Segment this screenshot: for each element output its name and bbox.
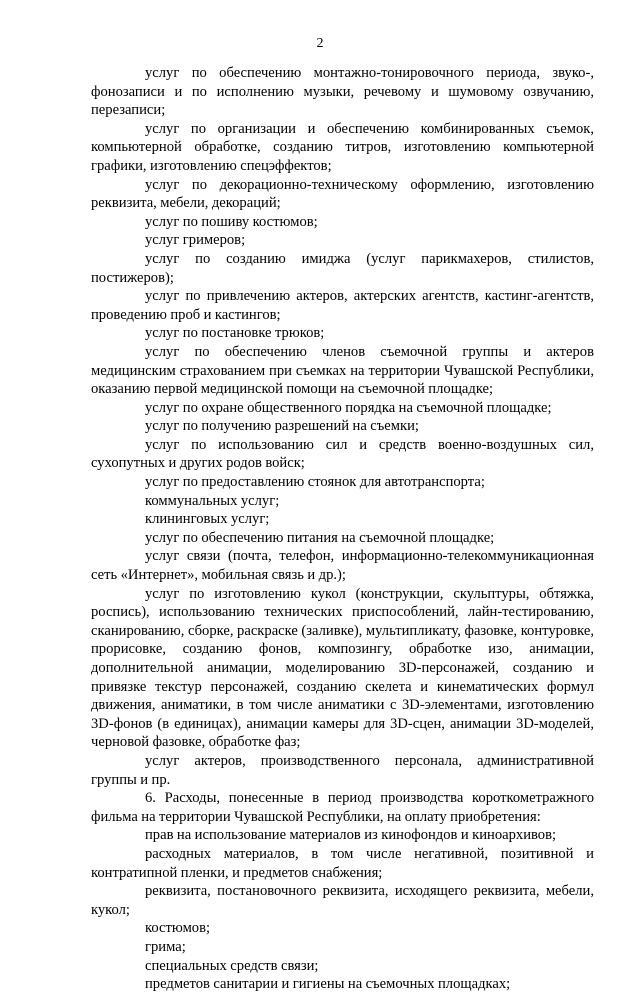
- paragraph: услуг по созданию имиджа (услуг парикмахеров, стилистов, постижеров);: [91, 250, 594, 286]
- paragraph: услуг по предоставлению стоянок для автотранспорта;: [145, 474, 485, 491]
- paragraph: услуг по получению разрешений на съемки;: [145, 418, 419, 435]
- paragraph: прав на использование материалов из кинофондов и киноархивов;: [145, 827, 557, 844]
- paragraph: услуг гримеров;: [145, 232, 246, 249]
- paragraph: услуг по декорационно-техническому оформлению, изготовлению реквизита, мебели, декораций;: [91, 176, 594, 212]
- paragraph: услуг по охране общественного порядка на съемочной площадке;: [145, 399, 552, 416]
- paragraph: реквизита, постановочного реквизита, исходящего реквизита, мебели, кукол;: [91, 883, 594, 918]
- paragraph: услуг по привлечению актеров, актерских агентств, кастинг-агентств, проведению проб и кастингов;: [91, 288, 594, 323]
- paragraph: услуг по постановке трюков;: [145, 325, 325, 342]
- paragraph: специальных средств связи;: [145, 957, 319, 974]
- paragraph: услуг по пошиву костюмов;: [145, 213, 318, 230]
- paragraph: услуг по использованию сил и средств военно-воздушных сил, сухопутных и других родов войск;: [91, 436, 594, 472]
- paragraph: коммунальных услуг;: [145, 492, 280, 509]
- paragraph: услуг актеров, производственного персонала, административной группы и пр.: [91, 752, 594, 788]
- paragraph: услуг связи (почта, телефон, информационно-телекоммуникационная сеть «Интернет», мобильная связь и др.);: [91, 548, 594, 584]
- paragraph: услуг по обеспечению членов съемочной группы и актеров медицинским страхованием при съемках на территории Чувашской Республики, оказанию первой медицинской помощи на съемочной площадке;: [91, 343, 594, 398]
- paragraph: грима;: [145, 938, 186, 955]
- paragraph: расходных материалов, в том числе негативной, позитивной и контратипной пленки, и предметов снабжения;: [91, 845, 594, 881]
- paragraph: услуг по обеспечению питания на съемочной площадке;: [145, 529, 495, 546]
- paragraph: услуг по изготовлению кукол (конструкции, скульптуры, обтяжка, роспись), использованию технических приспособлений, лайн-тестированию, сканированию, сборке, раскраске (заливке), мультипликату, фазовке, контуровке, прорисовке, созданию фонов, композингу, обработке изо, анимации, дополнительной анимации, моделированию 3D-персонажей, созданию и привязке текстур персонажей, созданию скелета и кинематических формул движения, аниматики, в том числе аниматики с 3D-элементами, изготовлению 3D-фонов (в единицах), анимации камеры для 3D-сцен, анимации 3D-моделей, черновой фазовке, обработке фаз;: [91, 585, 594, 751]
- paragraph: услуг по обеспечению монтажно-тонировочного периода, звуко-, фонозаписи и по исполнению музыки, речевому и шумовому озвучанию, перезаписи;: [91, 65, 594, 119]
- paragraph: услуг по организации и обеспечению комбинированных съемок, компьютерной обработке, созданию титров, изготовлению компьютерной графики, изготовлению спецэффектов;: [91, 120, 594, 174]
- paragraph: костюмов;: [145, 920, 211, 937]
- document-body: [91, 64, 594, 994]
- paragraph: предметов санитарии и гигиены на съемочных площадках;: [145, 976, 511, 993]
- page-number: 2: [316, 36, 324, 51]
- paragraph: клининговых услуг;: [145, 511, 270, 528]
- paragraph: 6. Расходы, понесенные в период производства короткометражного фильма на территории Чувашской Республики, на оплату приобретения:: [91, 790, 594, 825]
